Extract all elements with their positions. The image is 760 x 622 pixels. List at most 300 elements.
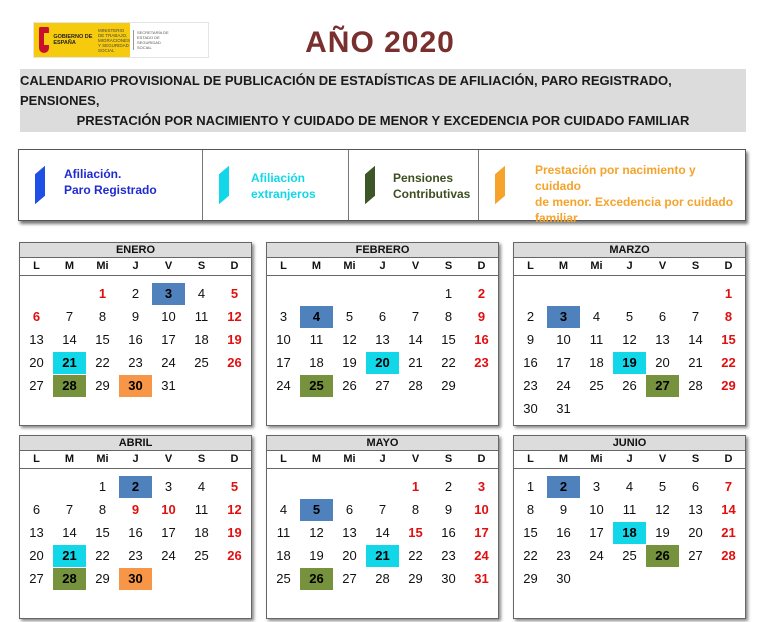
day-cell — [218, 476, 251, 499]
day-cell — [53, 329, 86, 352]
day-cell-extranjeros — [366, 352, 399, 374]
day-number: 16 — [128, 525, 143, 540]
day-cell-extranjeros — [613, 522, 646, 544]
day-cell — [119, 545, 152, 568]
day-number: 2 — [526, 309, 535, 324]
government-logo — [33, 22, 209, 58]
day-cell — [712, 329, 745, 352]
weekday-label: D — [230, 453, 239, 465]
day-cell — [86, 568, 119, 591]
day-number: 6 — [32, 502, 41, 517]
day-number: 2 — [477, 286, 486, 301]
day-number: 22 — [408, 548, 423, 563]
day-cell — [267, 545, 300, 568]
day-number: 4 — [625, 479, 634, 494]
day-number: 23 — [128, 548, 143, 563]
day-cell — [218, 499, 251, 522]
empty-cell — [53, 283, 86, 306]
day-cell — [152, 329, 185, 352]
day-cell — [366, 499, 399, 522]
day-number: 6 — [378, 309, 387, 324]
header — [0, 0, 760, 64]
day-cell — [465, 476, 498, 499]
day-number: 13 — [375, 332, 390, 347]
day-cell-extranjeros — [53, 352, 86, 374]
day-cell — [580, 352, 613, 375]
day-cell — [119, 522, 152, 545]
weekday-label: J — [626, 260, 633, 272]
day-number: 5 — [625, 309, 634, 324]
day-number: 28 — [62, 378, 77, 393]
day-cell — [547, 499, 580, 522]
day-number: 8 — [444, 309, 453, 324]
day-cell — [547, 329, 580, 352]
day-number: 3 — [164, 286, 173, 301]
day-cell — [119, 283, 152, 306]
day-number: 18 — [194, 525, 209, 540]
day-number: 18 — [309, 355, 324, 370]
empty-cell — [53, 476, 86, 499]
weekday-label: L — [33, 453, 40, 465]
day-cell — [185, 499, 218, 522]
day-cell — [185, 283, 218, 306]
day-cell — [267, 329, 300, 352]
day-cell — [366, 306, 399, 329]
day-cell — [580, 375, 613, 398]
day-number: 13 — [342, 525, 357, 540]
day-number: 9 — [477, 309, 486, 324]
day-number: 27 — [342, 571, 357, 586]
day-number: 1 — [98, 479, 107, 494]
empty-cell — [580, 283, 613, 306]
day-number: 23 — [556, 548, 571, 563]
day-cell — [366, 568, 399, 591]
day-number: 14 — [62, 525, 77, 540]
weekday-label: Mi — [96, 260, 109, 272]
day-cell — [613, 306, 646, 329]
legend-label-line2: de menor. Excedencia por cuidado — [535, 195, 734, 209]
day-cell — [514, 398, 547, 421]
day-cell — [547, 352, 580, 375]
day-number: 28 — [721, 548, 736, 563]
day-grid — [20, 469, 251, 591]
day-number: 9 — [444, 502, 453, 517]
day-number: 7 — [411, 309, 420, 324]
day-number: 17 — [161, 525, 176, 540]
day-cell — [514, 568, 547, 591]
day-cell — [399, 352, 432, 375]
day-number: 1 — [411, 479, 420, 494]
month-febrero — [266, 242, 499, 426]
day-number: 12 — [309, 525, 324, 540]
empty-cell — [333, 476, 366, 499]
day-cell — [712, 375, 745, 398]
legend-item-afiliacion — [19, 150, 203, 220]
day-number: 17 — [474, 525, 489, 540]
day-cell — [300, 329, 333, 352]
day-number: 5 — [230, 479, 239, 494]
day-number: 26 — [227, 548, 242, 563]
day-cell — [218, 283, 251, 306]
weekday-label: D — [724, 260, 733, 272]
day-cell — [646, 352, 679, 375]
day-cell-afiliacion — [547, 306, 580, 328]
empty-cell — [267, 476, 300, 499]
day-cell-extranjeros — [613, 352, 646, 374]
day-cell — [547, 545, 580, 568]
weekday-label: M — [558, 453, 569, 465]
day-cell — [514, 306, 547, 329]
day-number: 20 — [29, 548, 44, 563]
day-cell — [679, 352, 712, 375]
weekday-label: Mi — [590, 453, 603, 465]
empty-cell — [300, 283, 333, 306]
day-cell — [333, 568, 366, 591]
day-cell — [300, 522, 333, 545]
day-grid — [267, 469, 498, 591]
day-number: 14 — [375, 525, 390, 540]
day-cell — [152, 375, 185, 398]
day-number: 1 — [526, 479, 535, 494]
day-number: 3 — [279, 309, 288, 324]
day-cell — [333, 545, 366, 568]
empty-cell — [399, 283, 432, 306]
day-grid — [514, 276, 745, 421]
day-number: 12 — [622, 332, 637, 347]
weekday-label: M — [558, 260, 569, 272]
day-number: 25 — [194, 548, 209, 563]
day-cell — [152, 476, 185, 499]
day-cell — [300, 545, 333, 568]
day-number: 9 — [559, 502, 568, 517]
day-cell — [218, 306, 251, 329]
weekday-label: L — [280, 260, 287, 272]
empty-cell — [333, 283, 366, 306]
day-cell — [53, 499, 86, 522]
day-number: 7 — [378, 502, 387, 517]
weekday-label: L — [280, 453, 287, 465]
weekday-label: Mi — [590, 260, 603, 272]
banner-line-1: CALENDARIO PROVISIONAL DE PUBLICACIÓN DE ESTADÍSTICAS DE AFILIACIÓN, PARO REGISTRADO, PENSIONES, — [20, 72, 672, 108]
weekday-label: V — [164, 453, 173, 465]
day-cell — [152, 545, 185, 568]
day-number: 16 — [441, 525, 456, 540]
day-number: 6 — [691, 479, 700, 494]
day-cell — [679, 375, 712, 398]
day-number: 10 — [589, 502, 604, 517]
day-cell-afiliacion — [547, 476, 580, 498]
day-number: 25 — [276, 571, 291, 586]
day-number: 13 — [655, 332, 670, 347]
day-number: 22 — [721, 355, 736, 370]
day-cell — [432, 476, 465, 499]
day-cell — [399, 522, 432, 545]
day-number: 24 — [161, 548, 176, 563]
day-cell — [514, 375, 547, 398]
day-cell — [366, 329, 399, 352]
banner-line-2: PRESTACIÓN POR NACIMIENTO Y CUIDADO DE MENOR Y EXCEDENCIA POR CUIDADO FAMILIAR — [76, 112, 690, 128]
day-number: 28 — [375, 571, 390, 586]
day-cell — [20, 499, 53, 522]
day-cell — [86, 476, 119, 499]
legend-label-line2: extranjeros — [251, 187, 316, 201]
day-number: 30 — [556, 571, 571, 586]
weekday-label: J — [132, 453, 139, 465]
day-cell-pensiones — [300, 375, 333, 397]
day-grid — [514, 469, 745, 591]
day-cell — [267, 306, 300, 329]
empty-cell — [514, 283, 547, 306]
empty-cell — [366, 476, 399, 499]
weekday-label: D — [230, 260, 239, 272]
day-cell-pensiones — [300, 568, 333, 590]
day-number: 23 — [441, 548, 456, 563]
day-number: 13 — [29, 525, 44, 540]
day-number: 29 — [721, 378, 736, 393]
day-number: 24 — [276, 378, 291, 393]
day-cell — [679, 329, 712, 352]
day-number: 28 — [408, 378, 423, 393]
day-number: 17 — [589, 525, 604, 540]
day-number: 7 — [65, 309, 74, 324]
legend-label — [393, 170, 470, 202]
day-cell-extranjeros — [53, 545, 86, 567]
day-cell-prestacion — [119, 568, 152, 590]
day-number: 21 — [721, 525, 736, 540]
day-cell — [465, 545, 498, 568]
day-cell — [432, 329, 465, 352]
day-cell-afiliacion — [300, 306, 333, 328]
day-number: 29 — [95, 571, 110, 586]
month-name: ABRIL — [20, 436, 251, 451]
day-number: 15 — [408, 525, 423, 540]
day-number: 30 — [128, 571, 143, 586]
day-cell — [547, 568, 580, 591]
day-cell — [333, 499, 366, 522]
day-number: 4 — [279, 502, 288, 517]
legend-label-line1: Pensiones — [393, 171, 454, 185]
day-number: 11 — [194, 309, 209, 324]
day-number: 6 — [345, 502, 354, 517]
month-name: JUNIO — [514, 436, 745, 451]
day-cell — [514, 499, 547, 522]
weekday-label: L — [527, 260, 534, 272]
day-number: 23 — [474, 355, 489, 370]
day-cell — [218, 545, 251, 568]
day-cell — [333, 522, 366, 545]
day-number: 5 — [230, 286, 239, 301]
day-number: 15 — [721, 332, 736, 347]
weekday-header — [514, 451, 745, 469]
day-number: 12 — [342, 332, 357, 347]
day-cell — [20, 568, 53, 591]
day-number: 31 — [556, 401, 571, 416]
day-number: 26 — [622, 378, 637, 393]
day-cell — [185, 306, 218, 329]
day-number: 2 — [444, 479, 453, 494]
day-cell — [185, 545, 218, 568]
day-number: 18 — [622, 525, 637, 540]
day-number: 4 — [197, 479, 206, 494]
day-number: 4 — [592, 309, 601, 324]
day-cell — [267, 352, 300, 375]
day-number: 19 — [227, 332, 242, 347]
weekday-label: V — [411, 453, 420, 465]
day-cell — [547, 522, 580, 545]
day-cell — [432, 545, 465, 568]
day-number: 11 — [589, 332, 604, 347]
day-number: 22 — [441, 355, 456, 370]
day-number: 8 — [98, 502, 107, 517]
weekday-header — [267, 451, 498, 469]
day-cell — [613, 375, 646, 398]
day-cell — [465, 568, 498, 591]
empty-cell — [547, 283, 580, 306]
day-number: 23 — [523, 378, 538, 393]
day-number: 5 — [345, 309, 354, 324]
day-cell — [613, 499, 646, 522]
day-cell — [218, 329, 251, 352]
day-cell-extranjeros — [366, 545, 399, 567]
weekday-label: J — [626, 453, 633, 465]
weekday-label: S — [197, 453, 206, 465]
day-cell — [267, 568, 300, 591]
day-number: 13 — [29, 332, 44, 347]
day-number: 3 — [164, 479, 173, 494]
legend-label-line2: Paro Registrado — [64, 183, 157, 197]
day-number: 10 — [556, 332, 571, 347]
legend-label-line1: Afiliación. — [64, 167, 122, 181]
weekday-header — [20, 451, 251, 469]
day-cell — [53, 522, 86, 545]
day-cell — [679, 476, 712, 499]
day-number: 3 — [477, 479, 486, 494]
day-number: 24 — [161, 355, 176, 370]
day-number: 19 — [655, 525, 670, 540]
day-number: 28 — [688, 378, 703, 393]
day-cell — [514, 476, 547, 499]
day-cell — [20, 522, 53, 545]
day-cell — [465, 306, 498, 329]
day-cell — [333, 352, 366, 375]
day-cell — [580, 329, 613, 352]
day-cell — [679, 545, 712, 568]
day-number: 1 — [724, 286, 733, 301]
weekday-label: L — [527, 453, 534, 465]
day-number: 14 — [62, 332, 77, 347]
weekday-label: L — [33, 260, 40, 272]
day-cell — [432, 375, 465, 398]
day-number: 10 — [161, 309, 176, 324]
day-cell — [152, 499, 185, 522]
day-cell — [465, 329, 498, 352]
day-number: 10 — [161, 502, 176, 517]
weekday-label: V — [411, 260, 420, 272]
month-junio — [513, 435, 746, 619]
day-cell — [185, 522, 218, 545]
day-cell — [152, 352, 185, 375]
day-number: 28 — [62, 571, 77, 586]
weekday-label: V — [658, 453, 667, 465]
weekday-label: Mi — [343, 453, 356, 465]
day-cell — [366, 375, 399, 398]
day-number: 14 — [688, 332, 703, 347]
day-cell — [267, 499, 300, 522]
legend-swatch-icon — [495, 166, 505, 204]
day-cell — [679, 522, 712, 545]
legend-label-line1: Afiliación — [251, 171, 306, 185]
day-number: 25 — [194, 355, 209, 370]
weekday-label: V — [658, 260, 667, 272]
day-cell — [712, 545, 745, 568]
day-cell — [547, 398, 580, 421]
day-cell — [399, 329, 432, 352]
day-number: 3 — [592, 479, 601, 494]
day-number: 19 — [622, 355, 637, 370]
month-abril — [19, 435, 252, 619]
day-cell — [580, 476, 613, 499]
day-number: 24 — [589, 548, 604, 563]
weekday-label: S — [691, 453, 700, 465]
day-number: 22 — [95, 355, 110, 370]
weekday-label: M — [311, 453, 322, 465]
logo-secretaria-text: SECRETARÍA DE ESTADO DE SEGURIDAD SOCIAL — [133, 30, 173, 50]
day-cell — [53, 306, 86, 329]
weekday-label: S — [444, 453, 453, 465]
day-number: 25 — [589, 378, 604, 393]
weekday-label: Mi — [96, 453, 109, 465]
day-number: 9 — [131, 502, 140, 517]
day-cell — [20, 545, 53, 568]
day-cell-afiliacion — [152, 283, 185, 305]
day-number: 4 — [197, 286, 206, 301]
day-number: 7 — [724, 479, 733, 494]
day-cell — [712, 283, 745, 306]
weekday-label: J — [132, 260, 139, 272]
day-cell — [119, 499, 152, 522]
day-number: 15 — [95, 525, 110, 540]
weekday-label: S — [691, 260, 700, 272]
day-cell-afiliacion — [119, 476, 152, 498]
day-cell — [679, 306, 712, 329]
day-number: 24 — [474, 548, 489, 563]
day-cell — [646, 306, 679, 329]
day-number: 24 — [556, 378, 571, 393]
day-cell — [712, 499, 745, 522]
day-number: 11 — [276, 525, 291, 540]
day-cell — [399, 545, 432, 568]
weekday-label: Mi — [343, 260, 356, 272]
day-cell — [432, 522, 465, 545]
day-cell — [712, 352, 745, 375]
day-cell — [267, 522, 300, 545]
day-number: 21 — [62, 355, 77, 370]
day-cell — [613, 329, 646, 352]
day-number: 23 — [128, 355, 143, 370]
weekday-label: J — [379, 453, 386, 465]
weekday-label: M — [311, 260, 322, 272]
day-cell — [432, 568, 465, 591]
day-number: 20 — [688, 525, 703, 540]
day-number: 15 — [523, 525, 538, 540]
day-grid — [20, 276, 251, 398]
day-number: 5 — [312, 502, 321, 517]
year-title: AÑO 2020 — [305, 26, 455, 59]
day-cell — [514, 352, 547, 375]
day-cell — [119, 352, 152, 375]
day-cell — [432, 306, 465, 329]
day-number: 31 — [474, 571, 489, 586]
